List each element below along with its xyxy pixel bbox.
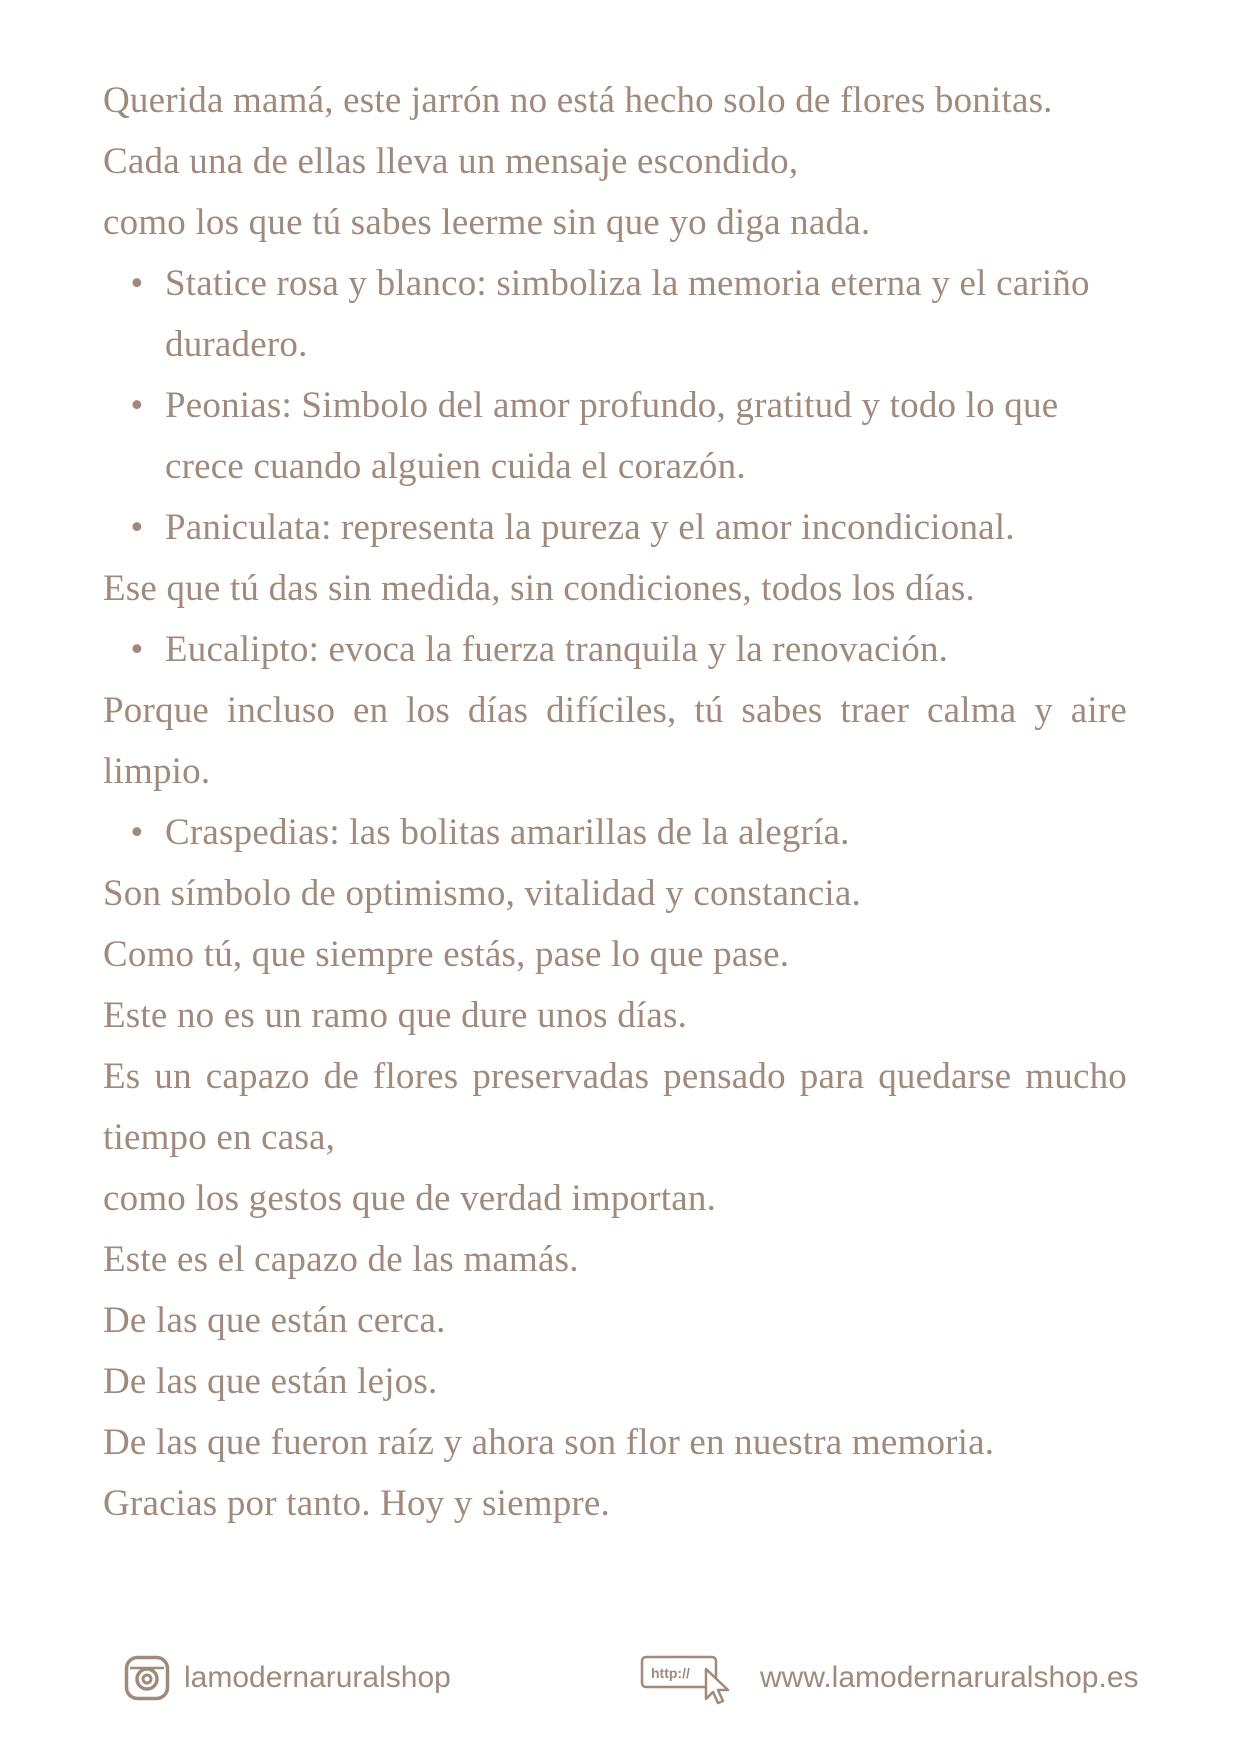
list-item-text: Statice rosa y blanco: simboliza la memoria eterna y el cariño duradero.	[165, 263, 1090, 365]
intro-line-3: como los que tú sabes leerme sin que yo diga nada.	[103, 202, 871, 243]
list-item-eucalipto	[130, 619, 1127, 680]
intro-line-1: Querida mamá, este jarrón no está hecho solo de flores bonitas.	[103, 80, 1053, 121]
list-item-text: Craspedias: las bolitas amarillas de la alegría.	[165, 812, 850, 853]
flower-list	[103, 619, 1127, 680]
closing-line-9: De las que fueron raíz y ahora son flor en nuestra memoria.	[103, 1422, 995, 1463]
list-item-text: Paniculata: representa la pureza y el amor incondicional.	[165, 507, 1015, 548]
closing-line-1: Son símbolo de optimismo, vitalidad y constancia.	[103, 873, 861, 914]
closing-line-2: Como tú, que siempre estás, pase lo que pase.	[103, 934, 790, 975]
closing-line-10: Gracias por tanto. Hoy y siempre.	[103, 1483, 610, 1524]
http-badge: http://	[651, 1665, 690, 1681]
bullet: •	[130, 385, 144, 426]
bullet: •	[130, 812, 144, 853]
instagram-link[interactable]	[124, 1648, 451, 1708]
list-item-craspedias	[130, 802, 1127, 863]
closing-line-5: como los gestos que de verdad importan.	[103, 1178, 717, 1219]
website-link[interactable]	[640, 1648, 1139, 1708]
list-item-statice	[130, 253, 1127, 375]
instagram-handle: lamodernaruralshop	[184, 1661, 451, 1694]
footer	[0, 1648, 1240, 1708]
flower-list	[103, 802, 1127, 863]
paragraph-eucalipto: Porque incluso en los días difíciles, tú sabes traer calma y aire limpio.	[103, 690, 1127, 792]
paragraph-paniculata: Ese que tú das sin medida, sin condiciones, todos los días.	[103, 568, 975, 609]
instagram-icon	[124, 1655, 170, 1701]
cursor-arrow-icon	[640, 1651, 736, 1705]
closing-line-4: Es un capazo de flores preservadas pensado para quedarse mucho tiempo en casa,	[103, 1056, 1127, 1158]
list-item-paniculata	[130, 497, 1127, 558]
closing-line-8: De las que están lejos.	[103, 1361, 438, 1402]
list-item-peonias	[130, 375, 1127, 497]
letter-body	[103, 70, 1127, 1534]
closing-line-7: De las que están cerca.	[103, 1300, 446, 1341]
intro-line-2: Cada una de ellas lleva un mensaje escondido,	[103, 141, 799, 182]
bullet: •	[130, 263, 144, 304]
closing-line-3: Este no es un ramo que dure unos días.	[103, 995, 688, 1036]
list-item-text: Eucalipto: evoca la fuerza tranquila y la renovación.	[165, 629, 949, 670]
flower-list	[103, 253, 1127, 558]
closing-line-6: Este es el capazo de las mamás.	[103, 1239, 579, 1280]
bullet: •	[130, 629, 144, 670]
list-item-text: Peonias: Simbolo del amor profundo, gratitud y todo lo que crece cuando alguien cuida el corazón.	[165, 385, 1059, 487]
bullet: •	[130, 507, 144, 548]
website-url: www.lamodernaruralshop.es	[760, 1661, 1139, 1694]
